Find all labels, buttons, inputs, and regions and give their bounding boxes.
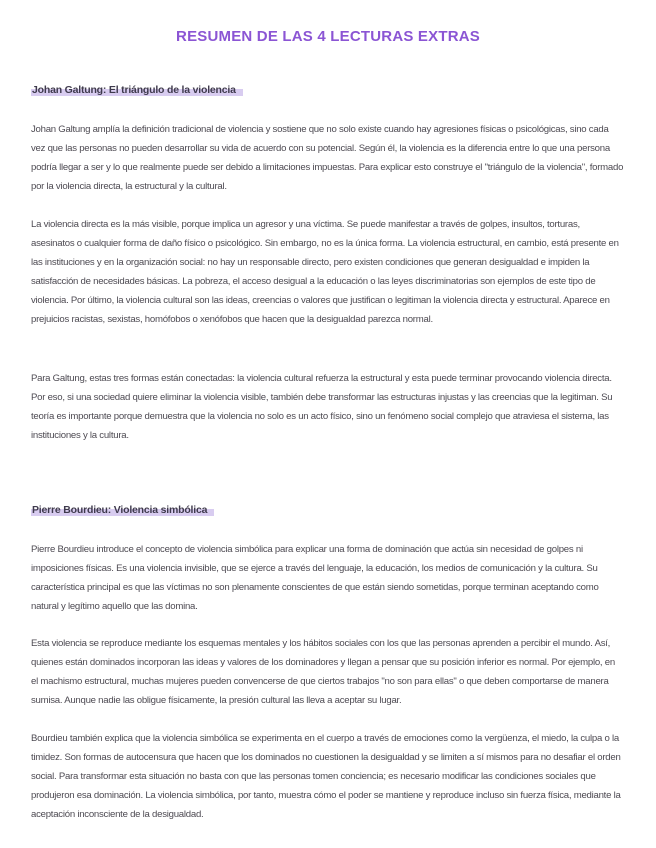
paragraph-galtung-1: Johan Galtung amplía la definición tradicional de violencia y sostiene que no solo existe cuando hay agresiones físicas o psicológicas, sino cada vez que las personas no pueden desarrollar su vida de acuerdo con su potencial. Según él, la violencia es la diferencia entre lo que una persona podría llegar a ser y lo que realmente puede ser debido a limitaciones impuestas. Para explicar esto construye el "triángulo de la violencia", formado por la violencia directa, la estructural y la cultural. <box>31 124 624 192</box>
paragraph-bourdieu-3: Bourdieu también explica que la violencia simbólica se experimenta en el cuerpo a través de emociones como la vergüenza, el miedo, la culpa o la timidez. Son formas de autocensura que hacen que los dominados no cuestionen la desigualdad y se limiten a sí mismos para no desafiar el orden social. Para transformar esta situación no basta con que las personas tomen conciencia; es necesario modificar las condiciones sociales que produjeron esa dominación. La violencia simbólica, por tanto, muestra cómo el poder se mantiene y reproduce incluso sin fuerza física, mediante la aceptación inconsciente de la desigualdad. <box>31 733 621 820</box>
paragraph-bourdieu-1: Pierre Bourdieu introduce el concepto de violencia simbólica para explicar una forma de dominación que actúa sin necesidad de golpes ni imposiciones físicas. Es una violencia invisible, que se ejerce a través del lenguaje, la educación, los medios de comunicación y la cultura. Su característica principal es que las víctimas no son plenamente conscientes de que están siendo sometidas, porque terminan aceptando como natural y legítimo aquello que las domina. <box>31 544 599 612</box>
section-heading-text: Johan Galtung: El triángulo de la violencia <box>31 85 243 96</box>
paragraph-bourdieu-2: Esta violencia se reproduce mediante los esquemas mentales y los hábitos sociales con los que las personas aprenden a percibir el mundo. Así, quienes están dominados incorporan las ideas y valores de los dominadores y llegan a pensar que su posición inferior es normal. Por ejemplo, en el machismo estructural, muchas mujeres pueden convencerse de que ciertos trabajos "no son para ellas" o que deben comportarse de manera sumisa. Aunque nadie las obligue físicamente, la presión cultural las lleva a aceptar su lugar. <box>31 638 615 706</box>
section-heading-text: Pierre Bourdieu: Violencia simbólica <box>31 505 214 516</box>
section-heading-galtung <box>31 84 243 96</box>
document-title: RESUMEN DE LAS 4 LECTURAS EXTRAS <box>176 28 480 45</box>
paragraph-galtung-3: Para Galtung, estas tres formas están conectadas: la violencia cultural refuerza la estructural y esta puede terminar provocando violencia directa. Por eso, si una sociedad quiere eliminar la violencia visible, también debe transformar las estructuras injustas y las creencias que la legitiman. Su teoría es importante porque demuestra que la violencia no solo es un acto físico, sino un fenómeno social complejo que atraviesa el sistema, las instituciones y la cultura. <box>31 373 613 441</box>
paragraph-galtung-2: La violencia directa es la más visible, porque implica un agresor y una víctima. Se puede manifestar a través de golpes, insultos, torturas, asesinatos o cualquier forma de daño físico o psicológico. Sin embargo, no es la única forma. La violencia estructural, en cambio, está presente en las instituciones y en la organización social: no hay un responsable directo, pero existen condiciones que generan desigualdad e impiden la satisfacción de necesidades básicas. La pobreza, el acceso desigual a la educación o las leyes discriminatorias son ejemplos de este tipo de violencia. Por último, la violencia cultural son las ideas, creencias o valores que justifican o legitiman la violencia directa y estructural. Aparece en prejuicios racistas, sexistas, homófobos o xenófobos que hacen que la desigualdad parezca normal. <box>31 219 619 325</box>
section-heading-bourdieu <box>31 504 214 516</box>
